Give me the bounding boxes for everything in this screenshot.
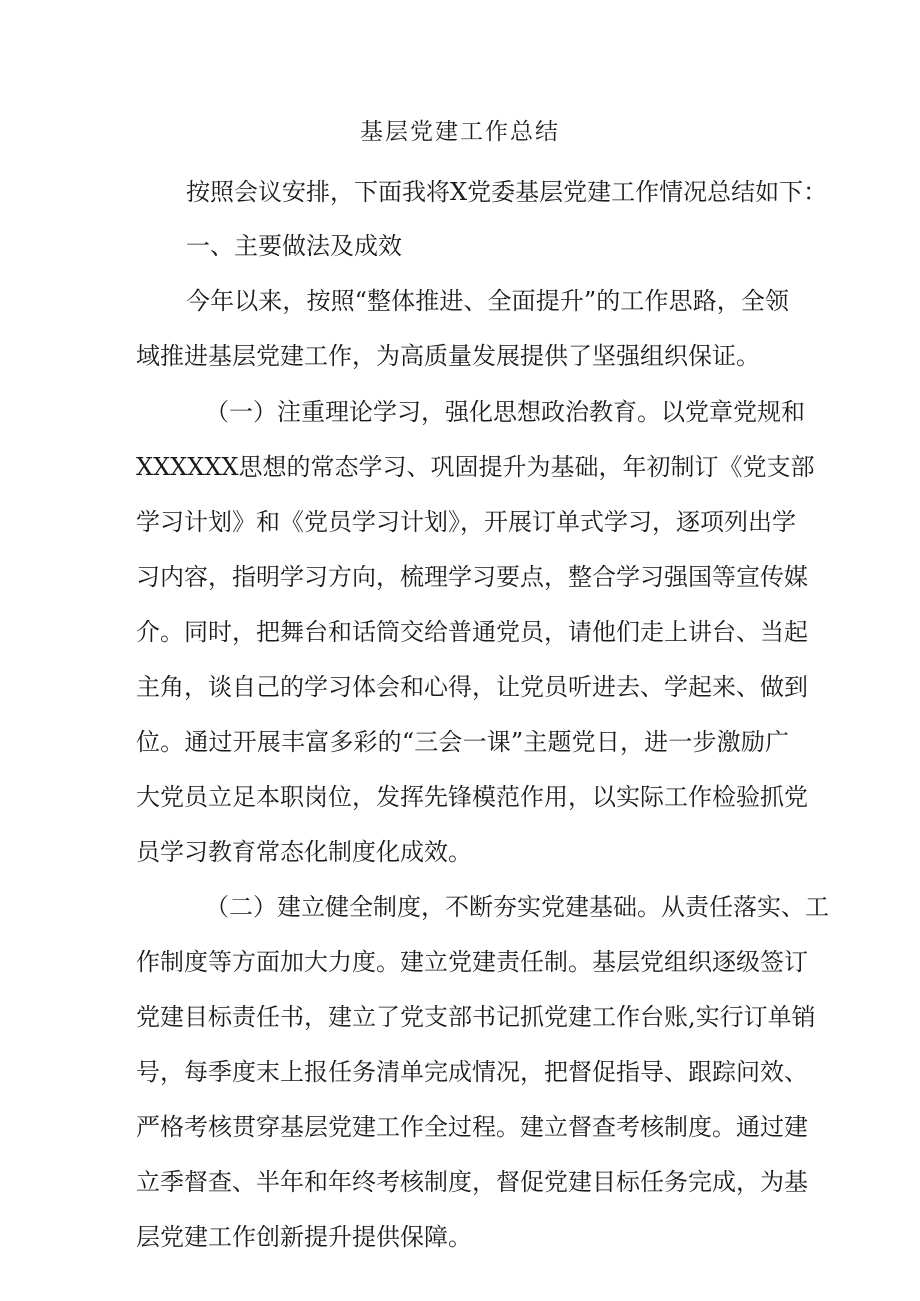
text-line: 今年以来，按照“整体推进、全面提升”的工作思路，全领 [186, 287, 789, 315]
text-line: 介。同时，把舞台和话筒交给普通党员，请他们走上讲台、当起 [136, 618, 808, 646]
text-line: 作制度等方面加大力度。建立党建责任制。基层党组织逐级签订 [136, 948, 808, 976]
text-line: 党建目标责任书，建立了党支部书记抓党建工作台账,实行订单销 [136, 1003, 816, 1031]
section-heading: 一、主要做法及成效 [186, 232, 402, 260]
text-line: 按照会议安排，下面我将X党委基层党建工作情况总结如下： [186, 178, 828, 206]
text-line: 位。通过开展丰富多彩的“三会一课”主题党日，进一步激励广 [136, 728, 789, 756]
document-title: 基层党建工作总结 [360, 119, 560, 145]
text-line: 域推进基层党建工作，为高质量发展提供了坚强组织保证。 [136, 342, 760, 370]
subsection-heading-line: （二）建立健全制度，不断夯实党建基础。从责任落实、工 [205, 893, 829, 921]
text-line: 学习计划》和《党员学习计划》，开展订单式学习，逐项列出学 [136, 508, 796, 536]
subsection-heading-line: （一）注重理论学习，强化思想政治教育。以党章党规和 [205, 398, 805, 426]
text-line: 习内容，指明学习方向，梳理学习要点，整合学习强国等宣传媒 [136, 563, 808, 591]
text-line: 号，每季度末上报任务清单完成情况，把督促指导、跟踪问效、 [136, 1058, 808, 1086]
text-line: 层党建工作创新提升提供保障。 [136, 1223, 472, 1251]
text-line: 立季督查、半年和年终考核制度，督促党建目标任务完成，为基 [136, 1168, 808, 1196]
text-line: XXXXXX思想的常态学习、巩固提升为基础，年初制订《党支部 [136, 453, 815, 481]
text-line: 主角，谈自己的学习体会和心得，让党员听进去、学起来、做到 [136, 673, 808, 701]
text-line: 严格考核贯穿基层党建工作全过程。建立督查考核制度。通过建 [136, 1113, 808, 1141]
text-line: 大党员立足本职岗位，发挥先锋模范作用，以实际工作检验抓党 [136, 783, 808, 811]
text-line: 员学习教育常态化制度化成效。 [136, 838, 472, 866]
